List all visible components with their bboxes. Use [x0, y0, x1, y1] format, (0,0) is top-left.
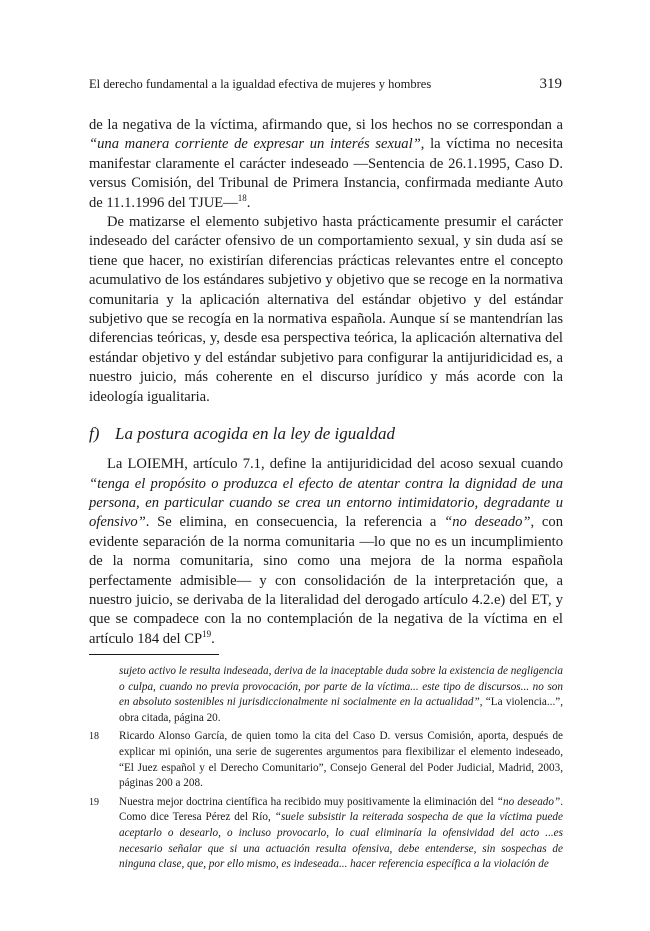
- italic-quote: “no deseado”: [444, 514, 531, 531]
- italic-quote: “no deseado”: [496, 795, 561, 808]
- running-title: El derecho fundamental a la igualdad efectiva de mujeres y hombres: [89, 77, 432, 91]
- text-run: , la víctima no necesita manifestar claramente el carácter indeseado —Sentencia de 26.1.1995, Caso D. versus Comisión, del Tribunal de Primera Instancia, confirmada mediante Auto de 11.1.1996 del TJUE—: [89, 136, 563, 211]
- italic-quote: sujeto activo le resulta indeseada, deriva de la inaceptable duda sobre la existencia de negligencia o culpa, cuando no previa provocación, por parte de la víctima... este tipo de discursos... no son en absoluto sostenibles ni jurisdiccionalmente ni socialmente en la actualidad”: [119, 665, 563, 709]
- italic-quote: “una manera corriente de expresar un interés sexual”: [89, 136, 421, 153]
- paragraph-2: De matizarse el elemento subjetivo hasta prácticamente presumir el carácter indeseado del carácter ofensivo de un comportamiento sexual, y sin duda así se tiene que hacer, no existirían diferencias prácticas relevantes entre el concepto acumulativo de los estándares subjetivo y objetivo que se recoge en la normativa comunitaria y la aplicación alternativa del estándar objetivo y del estándar subjetivo que se recogía en la normativa española. Aunque sí se mantendrían las diferencias teóricas, y, desde esa perspectiva teórica, la aplicación alternativa del estándar objetivo y del estándar subjetivo para configurar la antijuridicidad es, a nuestro juicio, más coherente en el discurso jurídico y más acorde con la ideología igualitaria.: [89, 214, 563, 405]
- text-run: Nuestra mejor doctrina científica ha recibido muy positivamente la eliminación del: [119, 795, 497, 808]
- section-letter: f): [89, 424, 100, 444]
- paragraph-1: [89, 116, 563, 213]
- body-text: [89, 116, 563, 649]
- footnote-divider: [89, 654, 219, 655]
- text-run: .: [211, 630, 215, 647]
- footnote-number: 19: [89, 796, 99, 808]
- text-run: , “La violencia...”, obra citada, página 20.: [119, 696, 564, 724]
- text-run: . Se elimina, en consecuencia, la referencia a: [145, 514, 445, 531]
- page-header: [89, 76, 562, 93]
- footnote-number-blank: [89, 664, 119, 726]
- footnote-ref-19[interactable]: 19: [202, 628, 212, 639]
- text-run: . Como dice Teresa Pérez del Río,: [119, 795, 563, 824]
- footnote-text: Ricardo Alonso García, de quien tomo la cita del Caso D. versus Comisión, aporta, después de explicar mi opinión, una serie de sugerentes argumentos para flexibilizar el elemento indeseado, “El Juez español y el Derecho Comunitario”, Consejo General del Poder Judicial, Madrid, 2003, páginas 200 a 208.: [119, 730, 563, 790]
- section-title: La postura acogida en la ley de igualdad: [115, 424, 396, 444]
- italic-quote: “tenga el propósito o produzca el efecto de atentar contra la dignidad de una persona, en particular cuando se crea un entorno intimidatorio, degradante u ofensivo”: [89, 475, 563, 531]
- footnote-continuation: [89, 664, 563, 726]
- italic-quote: “suele subsistir la reiterada sospecha de que la víctima puede aceptarlo o desearlo, o incluso provocarlo, lo cual eliminaría la ofensividad del acto ...es necesario señalar que si una actuación resulta ofensiva, debe entenderse, sin sospechas de ninguna clase, que, por ello mismo, es indeseada... hacer referencia específica a la violación de: [119, 811, 563, 871]
- footnote-number: 18: [89, 731, 99, 743]
- footnote-18: [89, 729, 563, 791]
- text-run: , con evidente separación de la norma comunitaria —lo que no es un incumplimiento de la norma comunitaria, sino como una mejora de la norma española perfectamente admisible— y con consolidación de la interpretación que, a nuestro juicio, se derivaba de la literalidad del derogado artículo 4.2.e) del ET, y que se compadece con la no contemplación de la negativa de la víctima en el artículo 184 del CP: [89, 514, 564, 647]
- footnote-text: [119, 664, 563, 726]
- section-heading: [89, 423, 563, 445]
- footnote-19: [89, 795, 563, 873]
- footnote-text: [119, 795, 563, 873]
- text-run: de la negativa de la víctima, afirmando que, si los hechos no se correspondan a: [89, 117, 563, 133]
- footnote-ref-18[interactable]: 18: [237, 192, 247, 203]
- paragraph-3: [89, 455, 563, 649]
- text-run: .: [246, 194, 251, 211]
- text-run: La LOIEMH, artículo 7.1, define la antijuridicidad del acoso sexual cuando: [107, 456, 563, 473]
- page-number: 319: [539, 76, 562, 92]
- footnotes: [89, 664, 563, 876]
